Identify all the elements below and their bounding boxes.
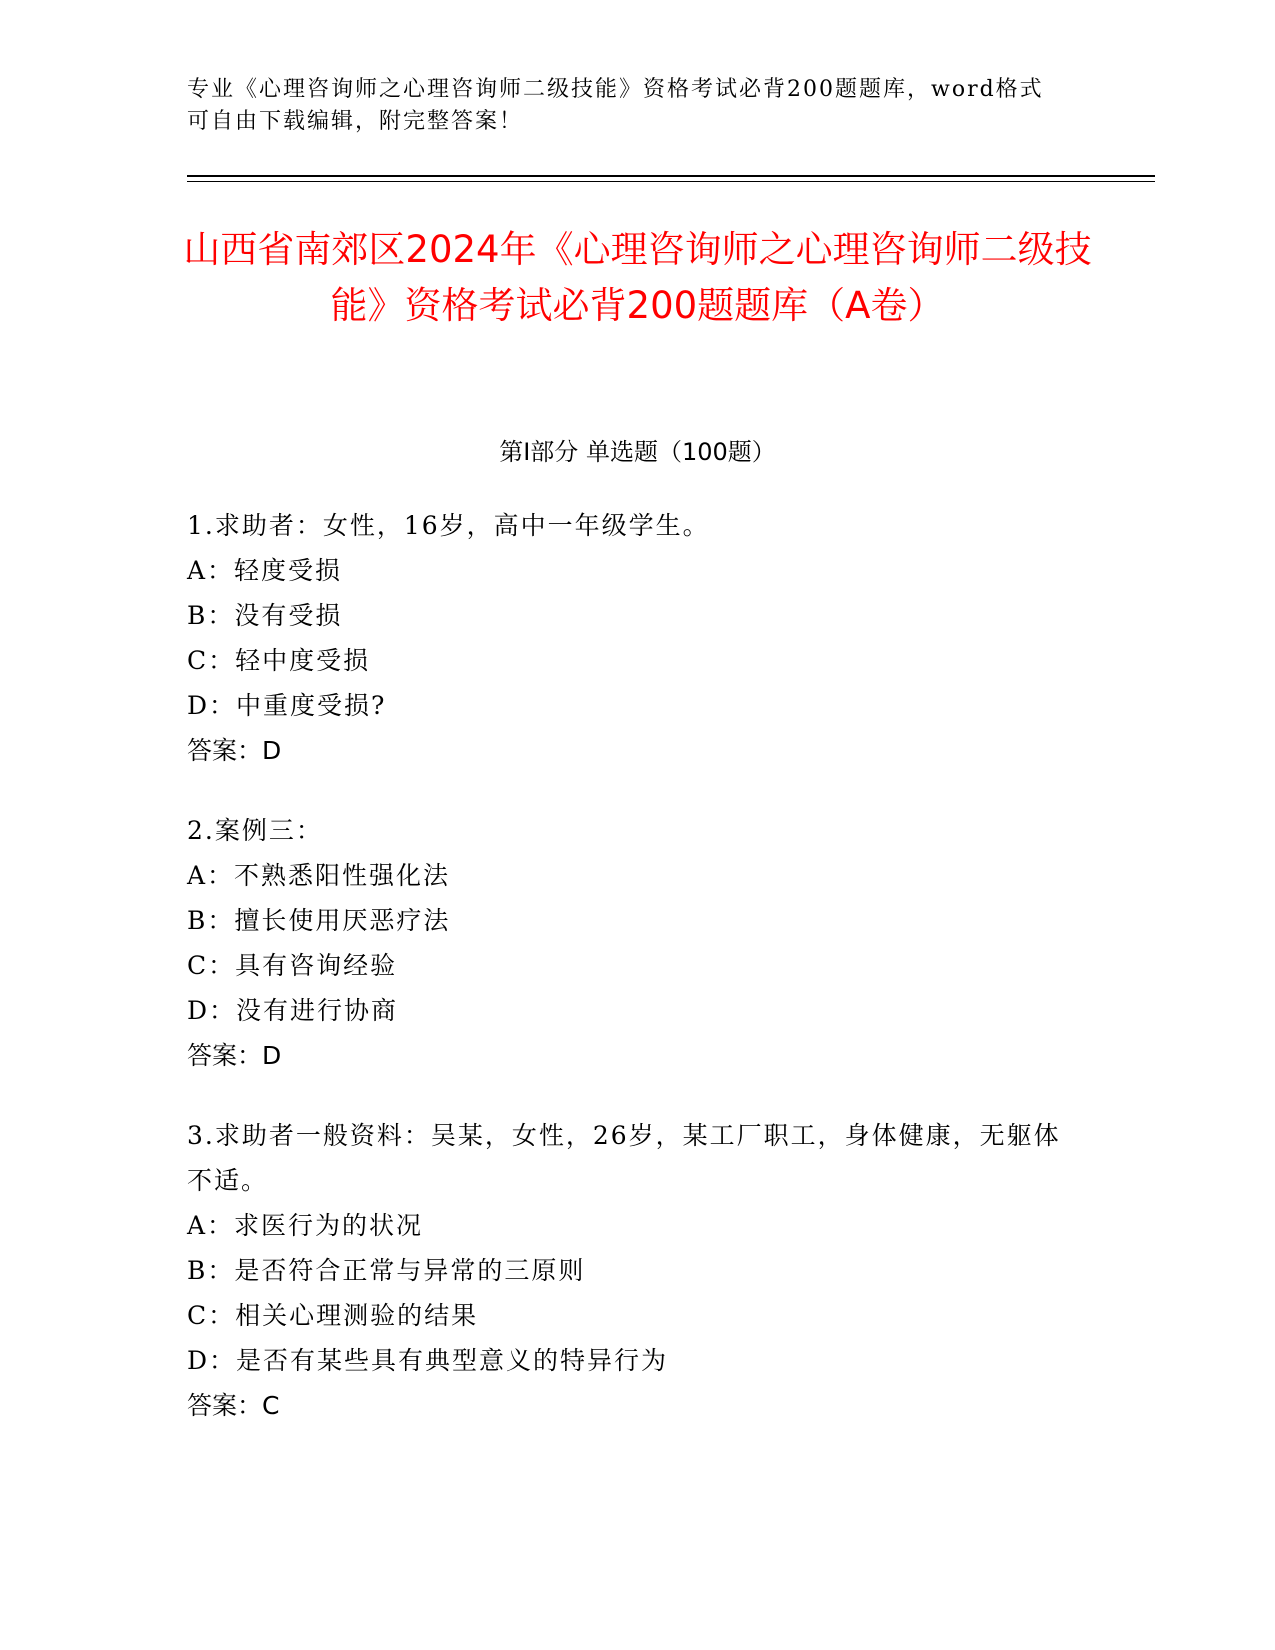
option-d: D：没有进行协商 [187, 996, 399, 1025]
question-1 [187, 503, 1067, 773]
question-stem: 3.求助者一般资料：吴某，女性，26岁，某工厂职工，身体健康，无躯体不适。 [187, 1121, 1061, 1195]
document-title: 山西省南郊区2024年《心理咨询师之心理咨询师二级技能》资格考试必背200题题库（A卷） [183, 228, 1092, 327]
option-a: A：轻度受损 [187, 556, 343, 585]
answer: 答案：D [187, 1041, 282, 1070]
answer: 答案：D [187, 736, 282, 765]
option-b: B：没有受损 [187, 601, 343, 630]
question-2 [187, 808, 1067, 1078]
option-c: C：轻中度受损 [187, 646, 371, 675]
header-note: 专业《心理咨询师之心理咨询师二级技能》资格考试必背200题题库，word格式可自由下载编辑，附完整答案！ [187, 77, 1044, 134]
header-rule-thick [187, 175, 1155, 177]
question-stem: 2.案例三： [187, 816, 323, 845]
option-d: D：是否有某些具有典型意义的特异行为 [187, 1346, 669, 1375]
option-d: D：中重度受损? [187, 691, 387, 720]
option-b: B：是否符合正常与异常的三原则 [187, 1256, 586, 1285]
option-b: B：擅长使用厌恶疗法 [187, 906, 451, 935]
section-heading: 第Ⅰ部分 单选题（100题） [499, 438, 776, 466]
option-a: A：求医行为的状况 [187, 1211, 424, 1240]
option-a: A：不熟悉阳性强化法 [187, 861, 451, 890]
answer: 答案：C [187, 1391, 280, 1420]
header-rule-thin [187, 181, 1155, 182]
option-c: C：相关心理测验的结果 [187, 1301, 479, 1330]
option-c: C：具有咨询经验 [187, 951, 398, 980]
question-stem: 1.求助者：女性，16岁，高中一年级学生。 [187, 511, 710, 540]
question-3 [187, 1113, 1067, 1428]
